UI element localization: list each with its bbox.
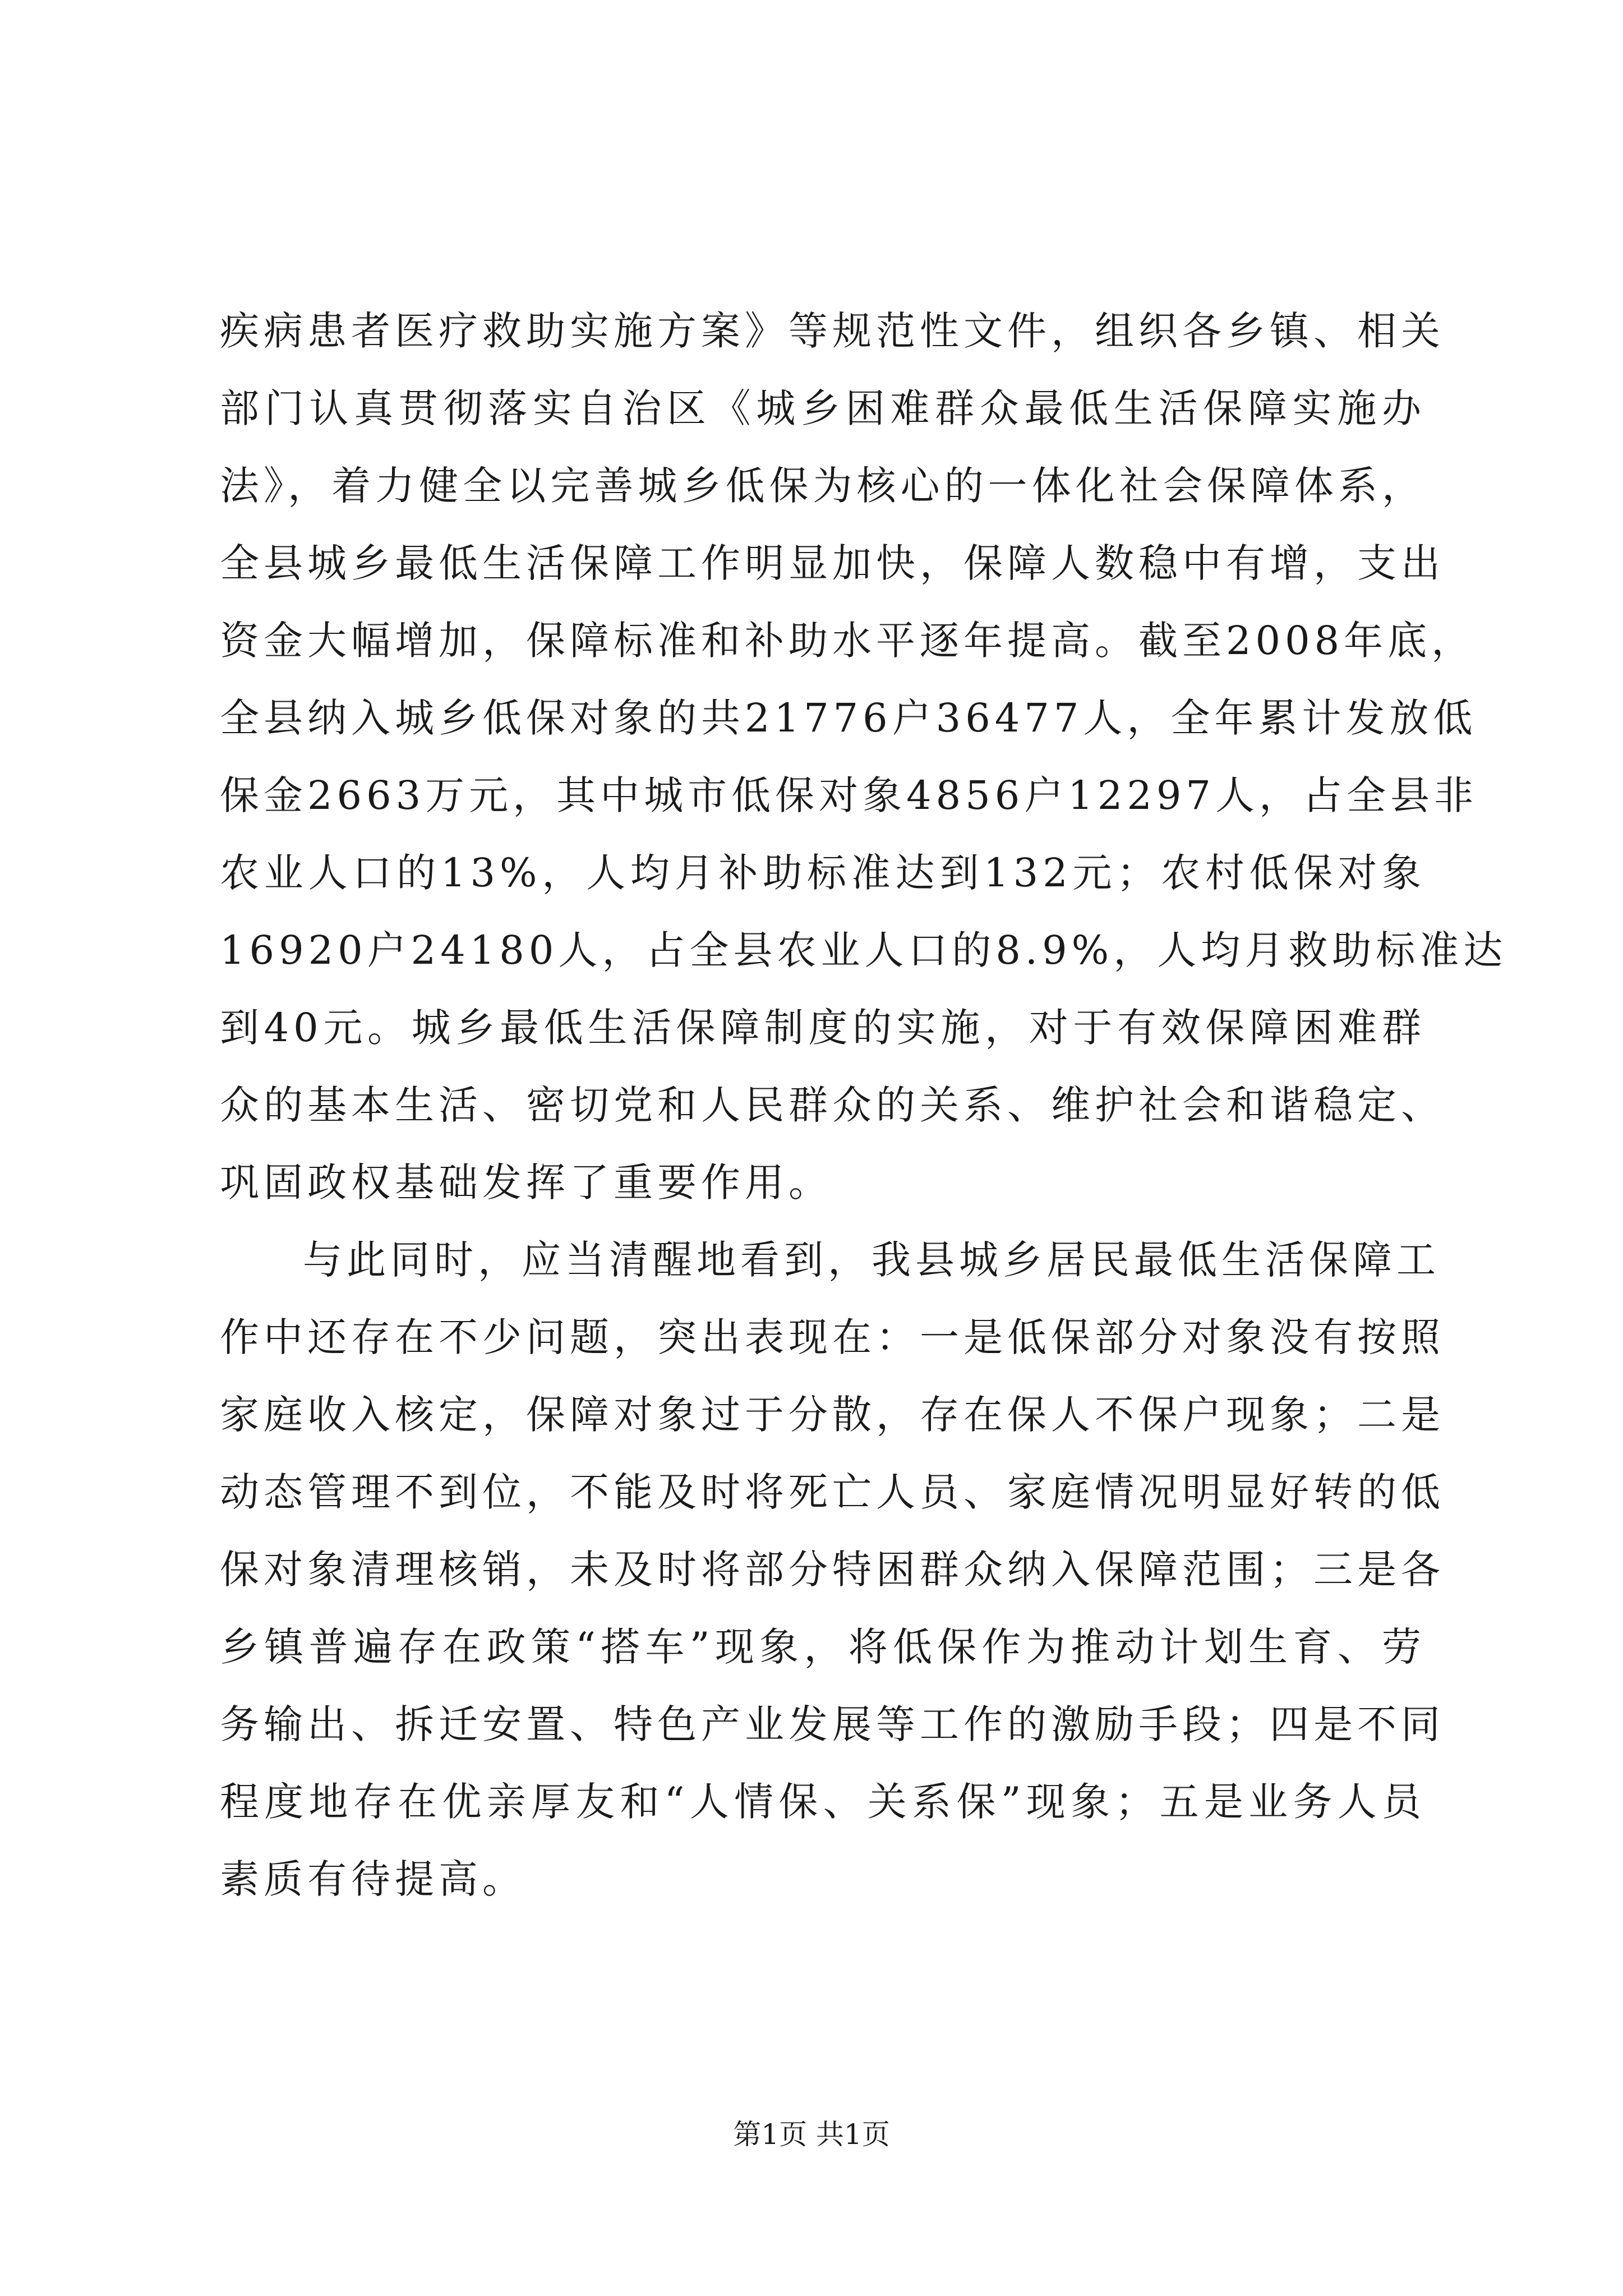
paragraph-1-line-9: 16920户24180人，占全县农业人口的8.9%，人均月救助标准达: [220, 927, 1507, 973]
paragraph-2-line-3: 家庭收入核定，保障对象过于分散，存在保人不保户现象；二是: [220, 1392, 1445, 1438]
paragraph-1-line-11: 众的基本生活、密切党和人民群众的关系、维护社会和谐稳定、: [220, 1082, 1445, 1128]
paragraph-1-line-1: 疾病患者医疗救助实施方案》等规范性文件，组织各乡镇、相关: [220, 308, 1445, 354]
paragraph-1-line-4: 全县城乡最低生活保障工作明显加快，保障人数稳中有增，支出: [220, 540, 1445, 586]
paragraph-1-line-8: 农业人口的13%，人均月补助标准达到132元；农村低保对象: [220, 850, 1426, 896]
paragraph-1-line-6: 全县纳入城乡低保对象的共21776户36477人，全年累计发放低: [220, 695, 1477, 741]
paragraph-2-line-9: 素质有待提高。: [220, 1856, 526, 1902]
paragraph-1-line-2: 部门认真贯彻落实自治区《城乡困难群众最低生活保障实施办: [220, 385, 1426, 431]
paragraph-1-line-3: 法》，着力健全以完善城乡低保为核心的一体化社会保障体系，: [220, 463, 1426, 509]
paragraph-1-line-12: 巩固政权基础发挥了重要作用。: [220, 1159, 832, 1205]
paragraph-2-line-2: 作中还存在不少问题，突出表现在：一是低保部分对象没有按照: [220, 1314, 1445, 1360]
paragraph-2-line-7: 务输出、拆迁安置、特色产业发展等工作的激励手段；四是不同: [220, 1701, 1445, 1747]
paragraph-1-line-5: 资金大幅增加，保障标准和补助水平逐年提高。截至2008年底，: [220, 618, 1476, 664]
paragraph-2-line-5: 保对象清理核销，未及时将部分特困群众纳入保障范围；三是各: [220, 1547, 1445, 1593]
paragraph-1-line-10: 到40元。城乡最低生活保障制度的实施，对于有效保障困难群: [220, 1005, 1426, 1051]
page-footer: 第1页 共1页: [733, 2118, 890, 2151]
paragraph-2-line-6: 乡镇普遍存在政策“搭车”现象，将低保作为推动计划生育、劳: [220, 1624, 1426, 1670]
paragraph-1-line-7: 保金2663万元，其中城市低保对象4856户12297人，占全县非: [220, 772, 1478, 818]
paragraph-2-line-4: 动态管理不到位，不能及时将死亡人员、家庭情况明显好转的低: [220, 1469, 1445, 1515]
paragraph-2-line-1: 与此同时，应当清醒地看到，我县城乡居民最低生活保障工: [303, 1237, 1440, 1283]
paragraph-2-line-8: 程度地存在优亲厚友和“人情保、关系保”现象；五是业务人员: [220, 1779, 1426, 1825]
